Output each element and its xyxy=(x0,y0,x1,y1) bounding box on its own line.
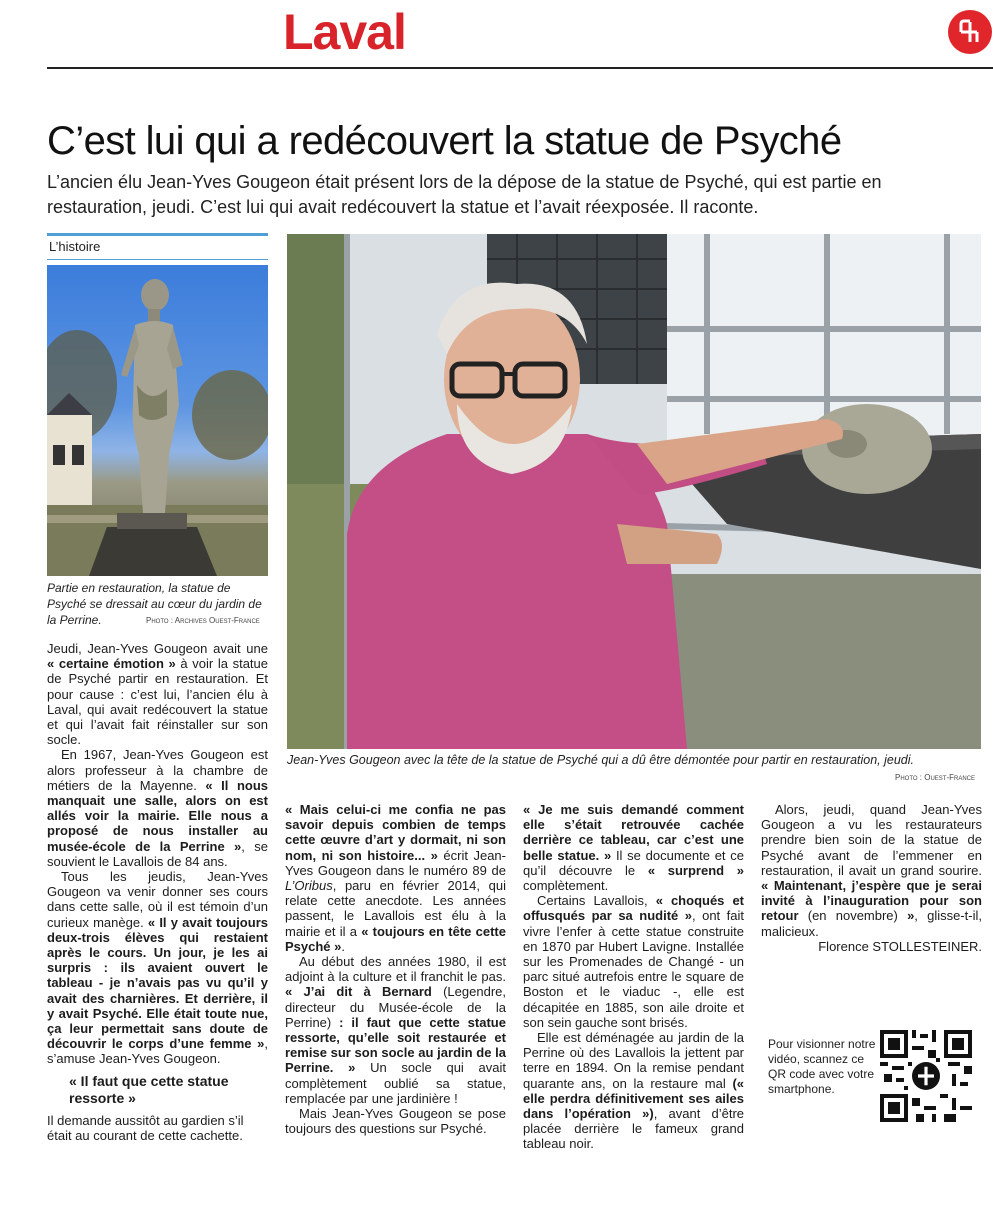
statue-photo xyxy=(47,265,268,576)
statue-photo-credit: Photo : Archives Ouest-France xyxy=(146,616,260,625)
statue-photo-caption: Partie en restauration, la statue de Psyché se dressait au cœur du jardin de la Perrine. xyxy=(47,581,262,627)
article-paragraph: Mais Jean-Yves Gougeon se pose toujours des questions sur Psyché. xyxy=(285,1106,506,1137)
article-column-2 xyxy=(285,802,506,1136)
article-subheading: « Il faut que cette statue ressorte » xyxy=(69,1072,229,1106)
article-column-3 xyxy=(523,802,744,1152)
kicker-rule xyxy=(47,233,268,236)
article-paragraph: « Je me suis demandé comment elle s’était retrouvée cachée derrière ce tableau, car c’est une belle statue. » Il se documente et ce qu’il découvre le « surprend » complètement. xyxy=(523,802,745,894)
standfirst: L’ancien élu Jean-Yves Gougeon était présent lors de la dépose de la statue de Psyché, qui est partie en restauration, jeudi. C’est lui qui avait redécouvert la statue et l’avait réexposée. Il raconte. xyxy=(47,172,882,217)
article-paragraph: Tous les jeudis, Jean-Yves Gougeon va venir donner ses cours dans cette salle, où il est témoin d’un curieux manège. « Il y avait toujours deux-trois élèves qui restaient après le cours. Un jour, je les ai surpris : ils avaient ouvert le tableau - je n’avais pas vu qu’il y avait des charnières. Et derrière, il y avait Psyché. Elle était toute nue, ça leur permettait sans doute de découvrir le corps d’une femme », s’amuse Jean-Yves Gougeon. xyxy=(47,869,268,1067)
article-column-1 xyxy=(47,641,268,1143)
article-paragraph: Alors, jeudi, quand Jean-Yves Gougeon a vu les restaurateurs prendre bien soin de la statue de Psyché avant de l’emmener en restauration, il avait un grand sourire. « Maintenant, j’espère que je serai invité à l’inauguration pour son retour (en novembre) », glisse-t-il, malicieux. xyxy=(761,802,982,939)
kicker-label: L’histoire xyxy=(49,239,101,254)
section-title: Laval xyxy=(283,4,406,60)
qr-promo-text: Pour visionner notre vidéo, scannez ce QR code avec votre smartphone. xyxy=(768,1037,876,1096)
article-paragraph: En 1967, Jean-Yves Gougeon est alors professeur à la chambre de métiers de la Mayenne. « Il nous manquait une salle, alors on est allés voir la mairie. Elle nous a proposé de nous installer au musée-école de la Perrine », se souvient le Lavallois de 84 ans. xyxy=(47,747,268,869)
brand-logo-icon xyxy=(948,10,992,54)
article-paragraph: Jeudi, Jean-Yves Gougeon avait une « certaine émotion » à voir la statue de Psyché partir en restauration. Et pour cause : c’est lui, l’ancien élu à Laval, qui avait redécouvert la statue et qui l’avait fait réinstaller sur son socle. xyxy=(47,641,268,748)
article-paragraph: Il demande aussitôt au gardien s’il était au courant de cette cachette. xyxy=(47,1112,244,1143)
main-photo xyxy=(287,234,981,749)
main-photo-credit: Photo : Ouest-France xyxy=(895,773,976,782)
article-paragraph: « Mais celui-ci me confia ne pas savoir depuis combien de temps cette œuvre d’art y dormait, ni son nom, ni son histoire... » écrit Jean-Yves Gougeon dans le numéro 89 de L’Oribus, paru en février 2014, qui relate cette anecdote. Les années passent, le Lavallois est élu à la mairie et il a « toujours en tête cette Psyché ». xyxy=(285,802,506,954)
article-column-4 xyxy=(761,802,982,954)
article-paragraph: Certains Lavallois, « choqués et offusqués par sa nudité », ont fait vivre l’enfer à cette statue construite en 1870 par Hubert Lavigne. Installée sur les Promenades de Changé - un parc situé autrefois entre le square de Boston et le viaduc -, elle est décapitée en 1885, son aile droite et son sein gauche sont brisés. xyxy=(523,893,745,1030)
qr-code-icon[interactable] xyxy=(880,1030,972,1122)
headline: C’est lui qui a redécouvert la statue de Psyché xyxy=(47,119,842,163)
article-paragraph: Au début des années 1980, il est adjoint à la culture et il franchit le pas. « J’ai dit à Bernard (Legendre, directeur du Musée-école de la Perrine) : il faut que cette statue ressorte, qu’elle soit restaurée et remise sur son socle au jardin de la Perrine. » Un socle qui avait complètement oublié sa statue, remplacée par une jardinière ! xyxy=(285,954,506,1106)
header-divider xyxy=(47,67,993,69)
kicker-underline xyxy=(47,259,268,260)
article-paragraph: Elle est déménagée au jardin de la Perrine où des Lavallois la jettent par terre en 1894. On la remise pendant quarante ans, on la restaure mal (« elle perdra définitivement ses ailes dans l’opération »), avant d’être placée derrière le fameux grand tableau noir. xyxy=(523,1030,745,1152)
main-photo-caption: Jean-Yves Gougeon avec la tête de la statue de Psyché qui a dû être démontée pour partir en restauration, jeudi. xyxy=(287,753,915,767)
author-signature: Florence STOLLESTEINER. xyxy=(818,938,982,954)
